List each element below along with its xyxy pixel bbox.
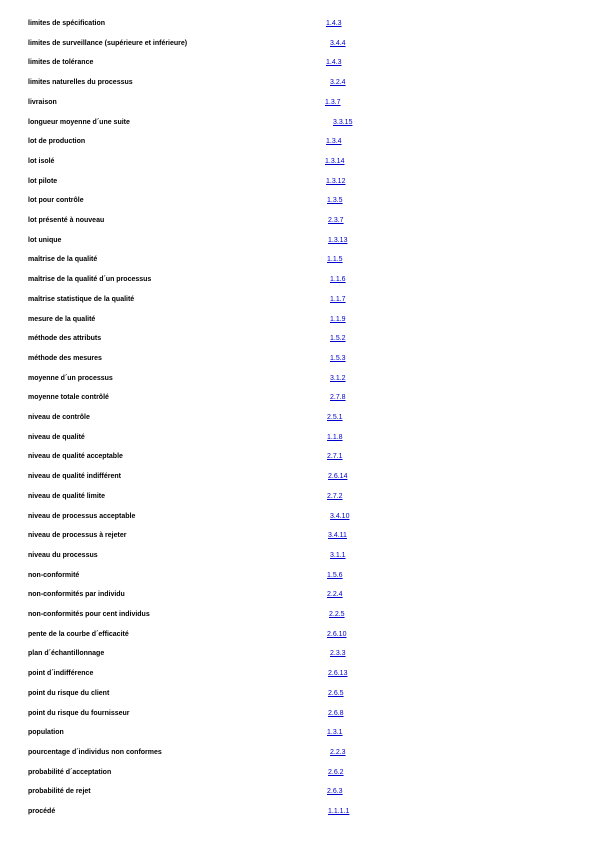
index-term: niveau de qualité acceptable (28, 453, 123, 461)
index-entry (0, 58, 595, 72)
index-ref-link[interactable]: 1.1.6 (330, 276, 346, 284)
index-ref-link[interactable]: 1.5.6 (327, 571, 343, 579)
index-entry (0, 137, 595, 151)
index-ref-link[interactable]: 2.7.8 (330, 394, 346, 402)
index-term: moyenne d´un processus (28, 374, 113, 382)
index-entry (0, 689, 595, 703)
index-term: population (28, 729, 64, 737)
index-ref-link[interactable]: 1.3.5 (327, 197, 343, 205)
index-ref-link[interactable]: 3.4.4 (330, 39, 346, 47)
index-ref-link[interactable]: 1.1.1.1 (328, 808, 350, 815)
index-term: limites naturelles du processus (28, 79, 133, 87)
index-term: niveau de processus acceptable (28, 512, 136, 520)
index-entry (0, 709, 595, 723)
index-term: niveau de contrôle (28, 414, 90, 421)
index-term: maîtrise de la qualité d´un processus (28, 276, 152, 284)
index-term: non-conformités pour cent individus (28, 611, 150, 618)
index-ref-link[interactable]: 3.4.11 (328, 532, 347, 540)
index-ref-link[interactable]: 2.6.14 (328, 473, 348, 481)
index-term: niveau de qualité (28, 433, 85, 441)
index-ref-link[interactable]: 2.6.13 (328, 670, 348, 678)
index-term: lot de production (28, 138, 86, 146)
index-term: mesure de la qualité (28, 315, 96, 323)
index-ref-link[interactable]: 1.1.9 (330, 315, 346, 323)
index-ref-link[interactable]: 2.2.5 (329, 611, 345, 618)
index-ref-link[interactable]: 2.5.1 (327, 414, 343, 421)
index-ref-link[interactable]: 1.3.4 (326, 138, 342, 146)
index-term: lot unique (28, 236, 62, 244)
index-term: maîtrise statistique de la qualité (28, 295, 135, 303)
index-ref-link[interactable]: 2.2.4 (327, 591, 343, 599)
index-entry (0, 590, 595, 604)
index-ref-link[interactable]: 1.3.12 (326, 177, 346, 185)
index-entry (0, 196, 595, 210)
index-ref-link[interactable]: 2.3.7 (328, 217, 344, 224)
index-ref-link[interactable]: 2.6.5 (328, 689, 344, 697)
index-ref-link[interactable]: 2.2.3 (330, 748, 346, 756)
index-term: lot isolé (28, 157, 55, 165)
index-term: méthode des attributs (28, 335, 102, 343)
index-ref-link[interactable]: 3.3.15 (333, 118, 353, 126)
index-ref-link[interactable]: 1.5.2 (330, 335, 346, 343)
index-term: longueur moyenne d´une suite (28, 118, 130, 126)
index-term: lot pour contrôle (28, 197, 84, 205)
index-ref-link[interactable]: 1.3.1 (327, 729, 343, 737)
index-ref-link[interactable]: 2.6.8 (328, 709, 344, 717)
index-ref-link[interactable]: 1.1.8 (327, 433, 343, 441)
index-entry (0, 39, 595, 53)
index-entry (0, 649, 595, 663)
index-term: pourcentage d´individus non conformes (28, 748, 162, 756)
index-entry (0, 118, 595, 132)
index-entry (0, 748, 595, 762)
index-ref-link[interactable]: 2.7.2 (327, 492, 343, 500)
index-term: niveau de qualité limite (28, 492, 106, 500)
index-entry (0, 768, 595, 782)
index-entry (0, 334, 595, 348)
index-entry (0, 787, 595, 801)
index-ref-link[interactable]: 3.2.4 (330, 79, 346, 87)
index-entry (0, 295, 595, 309)
index-term: niveau de qualité indifférent (28, 473, 121, 481)
index-entry (0, 315, 595, 329)
index-term: limites de spécification (28, 20, 106, 27)
index-term: lot présenté à nouveau (28, 217, 105, 224)
index-ref-link[interactable]: 1.5.3 (330, 354, 346, 362)
index-entry (0, 728, 595, 742)
index-term: non-conformités par individu (28, 591, 125, 599)
index-term: moyenne totale contrôlé (28, 394, 109, 402)
index-entry (0, 571, 595, 585)
index-term: livraison (28, 98, 57, 106)
index-entry (0, 78, 595, 92)
index-ref-link[interactable]: 3.4.10 (330, 512, 350, 520)
index-ref-link[interactable]: 1.1.7 (330, 295, 346, 303)
index-term: maîtrise de la qualité (28, 256, 98, 264)
index-entry (0, 216, 595, 230)
index-entry (0, 630, 595, 644)
index-entry (0, 354, 595, 368)
index-term: niveau du processus (28, 551, 98, 559)
index-entry (0, 19, 595, 33)
index-entry (0, 531, 595, 545)
index-term: procédé (28, 808, 56, 815)
index-ref-link[interactable]: 2.6.2 (328, 768, 344, 776)
index-ref-link[interactable]: 1.1.5 (327, 256, 343, 264)
index-term: niveau de processus à rejeter (28, 532, 127, 540)
index-entry (0, 472, 595, 486)
index-ref-link[interactable]: 1.3.13 (328, 236, 348, 244)
index-entry (0, 393, 595, 407)
index-entry (0, 255, 595, 269)
index-entry (0, 275, 595, 289)
index-entry (0, 610, 595, 624)
index-term: méthode des mesures (28, 354, 102, 362)
index-ref-link[interactable]: 1.3.7 (325, 98, 341, 106)
index-entry (0, 492, 595, 506)
index-term: point du risque du client (28, 689, 110, 697)
index-ref-link[interactable]: 3.1.1 (330, 551, 346, 559)
index-entry (0, 433, 595, 447)
index-entry (0, 236, 595, 250)
index-term: limites de tolérance (28, 59, 94, 67)
index-ref-link[interactable]: 1.4.3 (326, 20, 342, 27)
index-ref-link[interactable]: 2.6.10 (327, 630, 347, 638)
index-term: plan d´échantillonnage (28, 650, 105, 658)
index-entry (0, 98, 595, 112)
index-entry (0, 512, 595, 526)
index-ref-link[interactable]: 3.1.2 (330, 374, 346, 382)
index-entry (0, 374, 595, 388)
index-ref-link[interactable]: 2.3.3 (330, 650, 346, 658)
index-entry (0, 452, 595, 466)
index-entry (0, 807, 595, 821)
index-ref-link[interactable]: 2.6.3 (327, 788, 343, 796)
index-entry (0, 157, 595, 171)
index-term: point d´indifférence (28, 670, 94, 678)
index-ref-link[interactable]: 2.7.1 (327, 453, 343, 461)
index-term: probabilité de rejet (28, 788, 91, 796)
index-ref-link[interactable]: 1.3.14 (325, 157, 345, 165)
index-entry (0, 551, 595, 565)
index-entry (0, 413, 595, 427)
index-term: probabilité d´acceptation (28, 768, 112, 776)
index-entry (0, 177, 595, 191)
index-term: pente de la courbe d´efficacité (28, 630, 129, 638)
index-entry (0, 669, 595, 683)
index-term: non-conformité (28, 571, 80, 579)
index-term: lot pilote (28, 177, 58, 185)
index-term: point du risque du fournisseur (28, 709, 130, 717)
index-ref-link[interactable]: 1.4.3 (326, 59, 342, 67)
index-term: limites de surveillance (supérieure et inférieure) (28, 39, 188, 47)
